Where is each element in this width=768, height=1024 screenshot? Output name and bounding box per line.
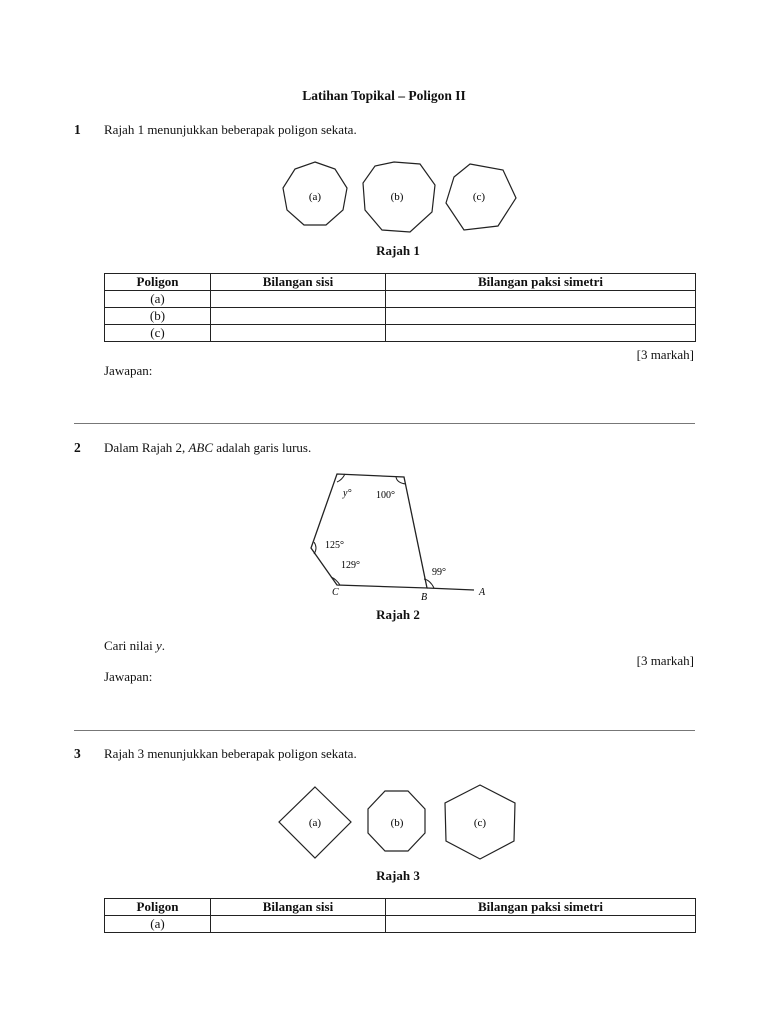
table-row [105,325,696,342]
answer-cell[interactable] [386,291,696,308]
question-1-number: 1 [74,122,81,137]
question-3-text: Rajah 3 menunjukkan beberapak poligon sekata. [104,746,357,761]
answer-cell[interactable] [386,308,696,325]
angle-129-label: 129° [341,560,360,571]
line-abc-label: ABC [188,440,214,455]
answer-cell[interactable] [386,325,696,342]
table-row [105,291,696,308]
instruction-end: . [161,638,166,653]
rajah-2-figure [280,465,530,605]
pentagon-shape [311,474,427,588]
header-poligon: Poligon [105,274,211,291]
shape-label-b: (b) [390,191,404,203]
shape-label-a: (a) [308,191,322,203]
question-1-text: Rajah 1 menunjukkan beberapak poligon sekata. [104,122,357,137]
question-1-marks: [3 markah] [636,347,694,362]
question-3-number: 3 [74,746,81,761]
rajah-3-caption: Rajah 3 [376,868,420,883]
section-divider [74,730,695,731]
shape-label-c: (c) [472,191,486,203]
page-title: Latihan Topikal – Poligon II [302,88,466,103]
answer-cell[interactable] [211,308,386,325]
question-2-instruction [104,638,165,654]
row-label: (a) [105,916,211,933]
row-label: (c) [105,325,211,342]
header-bilangan-sisi: Bilangan sisi [211,274,386,291]
question-3-table [104,898,696,933]
table-header-row [105,899,696,916]
angle-100-label: 100° [376,490,395,501]
table-header-row [105,274,696,291]
row-label: (a) [105,291,211,308]
shape-label-b: (b) [390,817,404,829]
answer-cell[interactable] [386,916,696,933]
rajah-1-figure [270,150,530,240]
point-c-label: C [332,587,339,598]
question-1-table [104,273,696,342]
answer-cell[interactable] [211,325,386,342]
table-row [105,308,696,325]
answer-cell[interactable] [211,916,386,933]
answer-cell[interactable] [211,291,386,308]
angle-arc-y [337,474,345,482]
instruction-text: Cari nilai [104,638,156,653]
angle-y-label: y° [343,488,352,499]
table-row [105,916,696,933]
question-2-marks: [3 markah] [636,653,694,668]
header-poligon: Poligon [105,899,211,916]
question-2-text-end: adalah garis lurus. [213,440,312,455]
shape-label-a: (a) [308,817,322,829]
variable-y: y [156,638,162,653]
header-bilangan-sisi: Bilangan sisi [211,899,386,916]
question-2-text [104,440,311,456]
shape-label-c: (c) [473,817,487,829]
question-2-text-start: Dalam Rajah 2, [104,440,189,455]
angle-99-label: 99° [432,567,446,578]
row-label: (b) [105,308,211,325]
line-ba [427,588,474,590]
header-bilangan-paksi: Bilangan paksi simetri [386,274,696,291]
section-divider [74,423,695,424]
question-1-answer-label: Jawapan: [104,363,153,378]
header-bilangan-paksi: Bilangan paksi simetri [386,899,696,916]
question-2-number: 2 [74,440,81,455]
rajah-1-caption: Rajah 1 [376,243,420,258]
rajah-3-figure [270,775,530,870]
rajah-2-caption: Rajah 2 [376,607,420,622]
point-b-label: B [421,592,428,603]
question-2-answer-label: Jawapan: [104,669,153,684]
angle-125-label: 125° [325,540,344,551]
point-a-label: A [479,587,486,598]
